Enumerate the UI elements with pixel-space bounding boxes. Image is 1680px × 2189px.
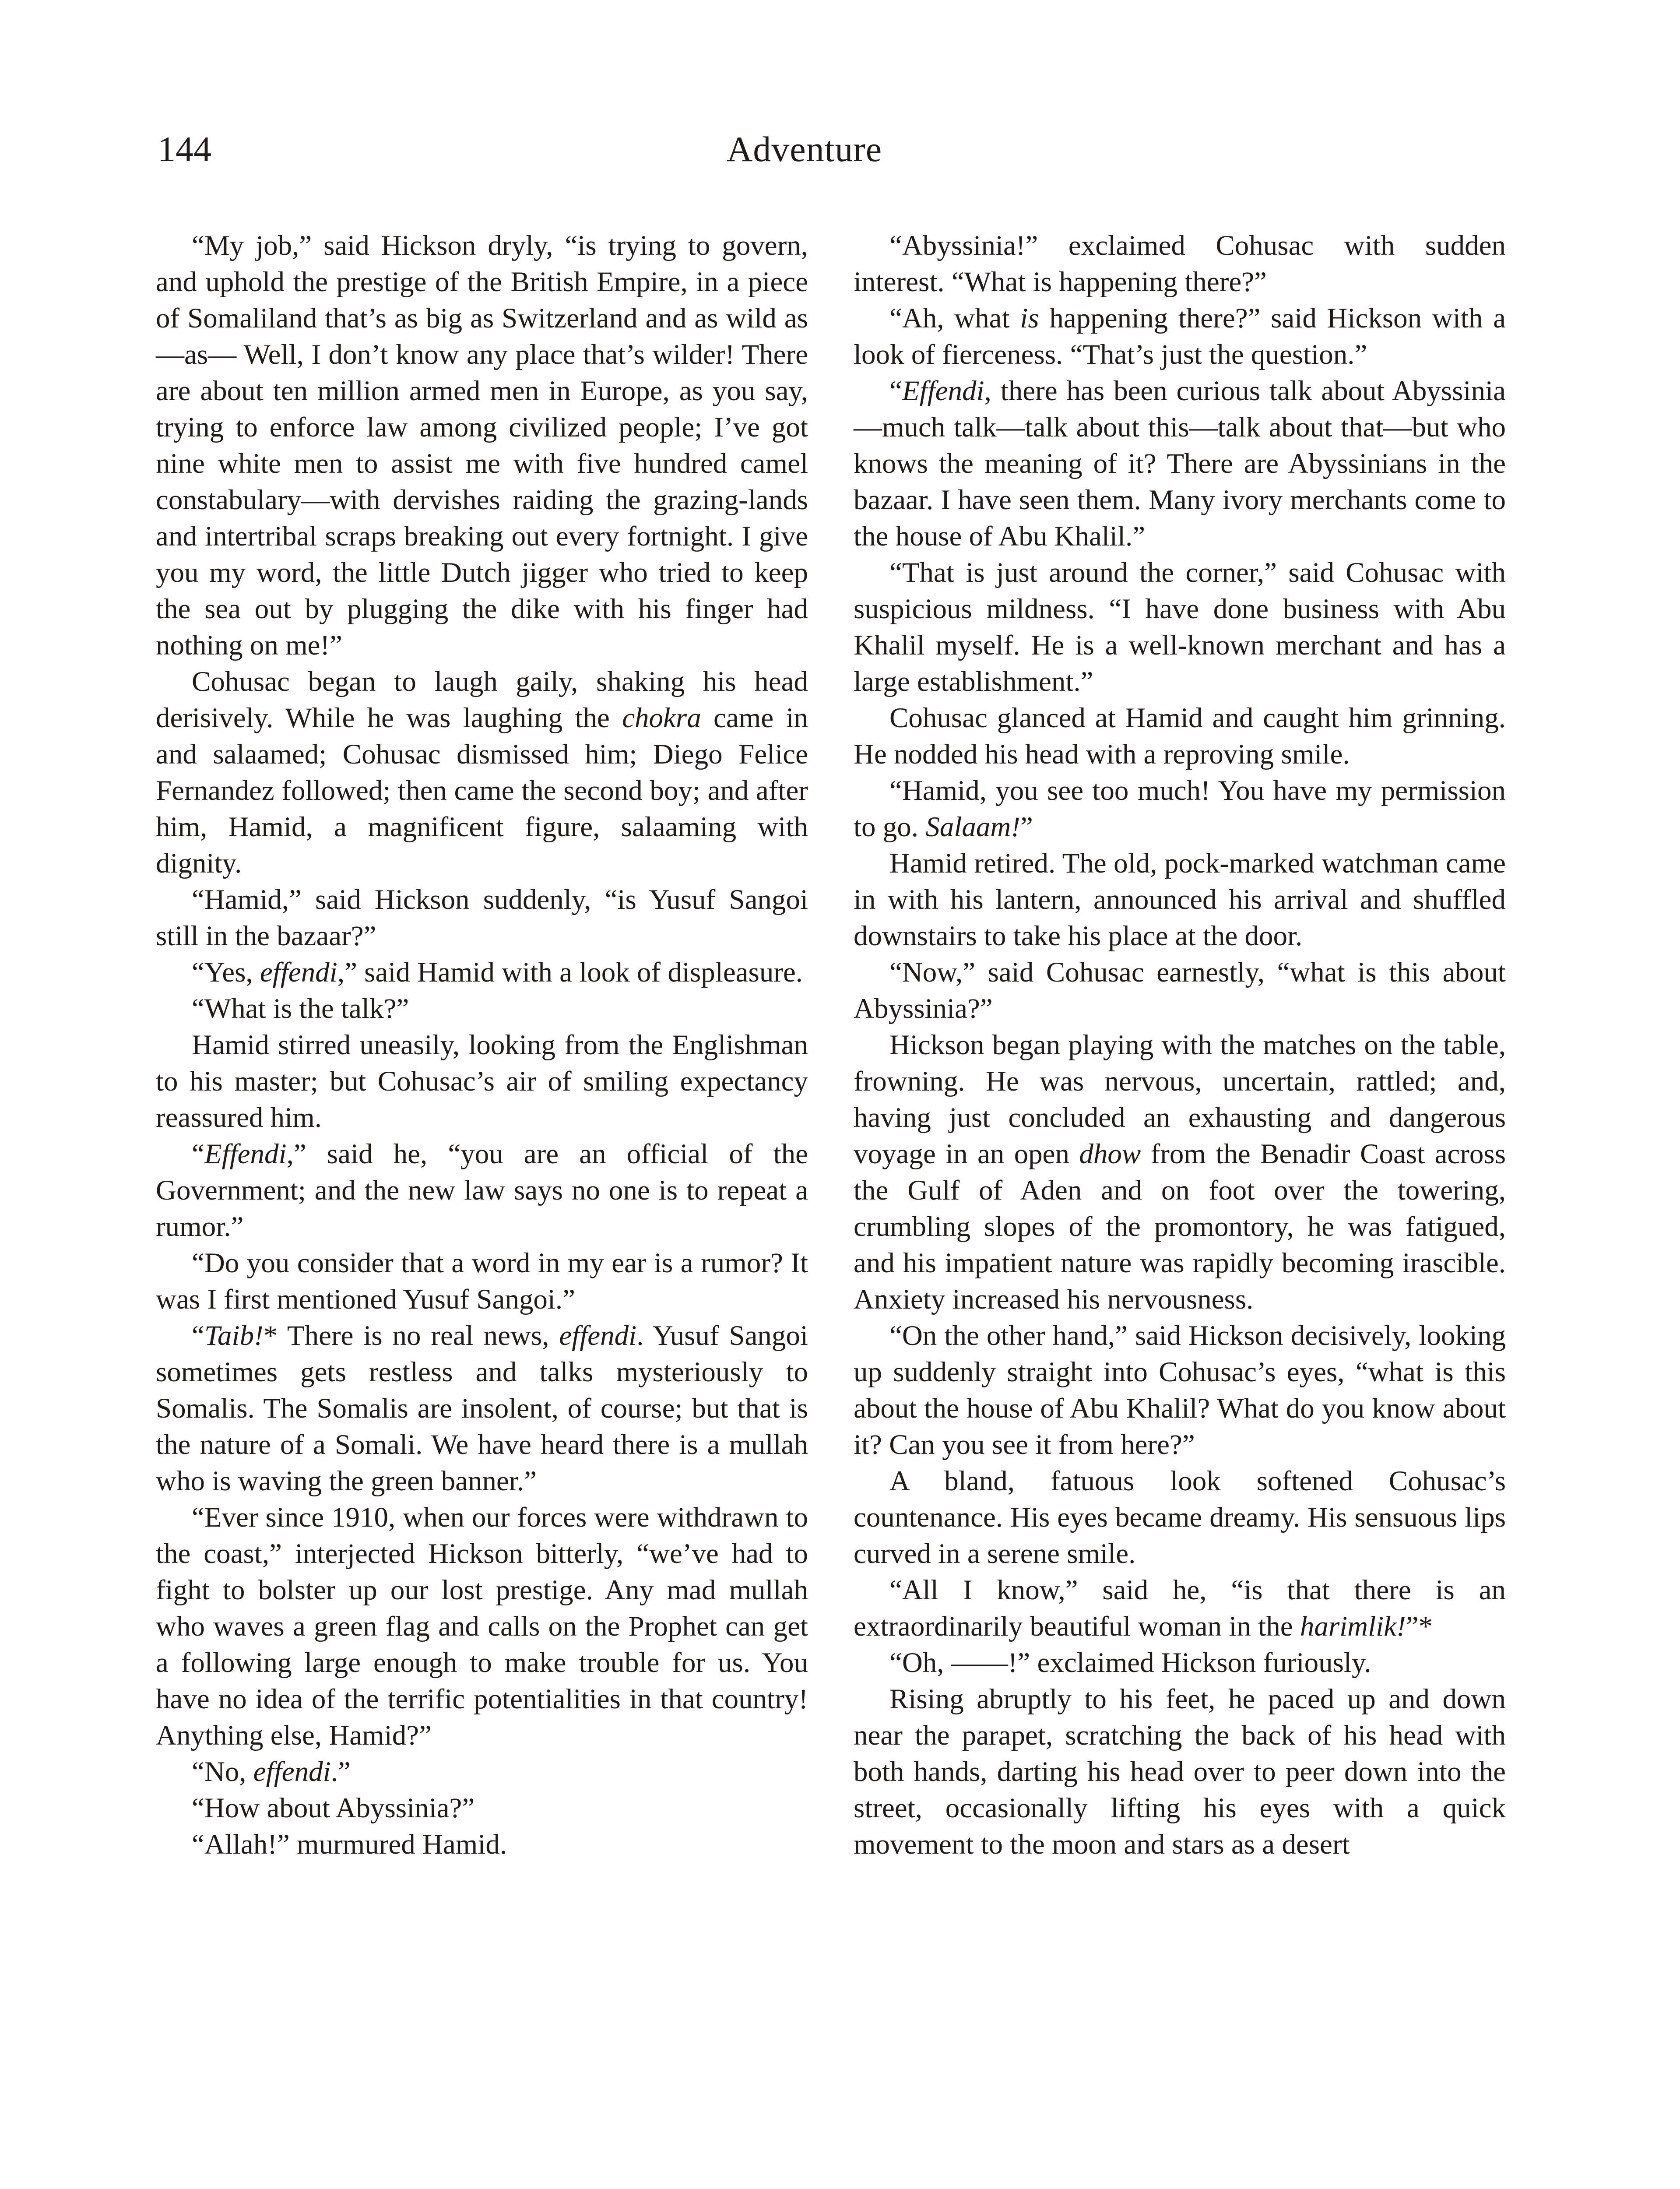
paragraph: Hamid retired. The old, pock-marked watchman came in with his lantern, announced his arrival and shuffled downstairs to take his place at the door. [854, 848, 1506, 952]
paragraph: “Taib!* There is no real news, effendi. Yusuf Sangoi sometimes gets restless and talks mysteriously to Somalis. The Somalis are insolent, of course; but that is the nature of a Somali. We have heard there is a mullah who is waving the green banner.” [156, 1320, 808, 1497]
paragraph: “All I know,” said he, “is that there is an extraordinarily beautiful woman in the harimlik!”* [854, 1574, 1506, 1642]
paragraph: “Oh, ——!” exclaimed Hickson furiously. [889, 1647, 1371, 1679]
paragraph: “No, effendi.” [192, 1756, 351, 1788]
paragraph: “Hamid,” said Hickson suddenly, “is Yusuf Sangoi still in the bazaar?” [156, 884, 808, 952]
left-column [156, 228, 808, 1863]
running-head: Adventure [727, 129, 882, 169]
paragraph: Hamid stirred uneasily, looking from the Englishman to his master; but Cohusac’s air of smiling expectancy reassured him. [156, 1029, 808, 1133]
paragraph: “What is the talk?” [192, 993, 409, 1024]
right-column [854, 228, 1506, 1863]
paragraph: Hickson began playing with the matches on the table, frowning. He was nervous, uncertain, rattled; and, having just concluded an exhausting and dangerous voyage in an open dhow from the Benadir Coast across the Gulf of Aden and on foot over the towering, crumbling slopes of the promontory, he was fatigued, and his impatient nature was rapidly becoming irascible. Anxiety increased his nervousness. [854, 1029, 1506, 1315]
paragraph: “Now,” said Cohusac earnestly, “what is this about Abyssinia?” [854, 957, 1506, 1024]
page-number: 144 [158, 129, 211, 169]
paragraph: “That is just around the corner,” said Cohusac with suspicious mildness. “I have done business with Abu Khalil myself. He is a well-known merchant and has a large establishment.” [854, 557, 1506, 697]
paragraph: “Abyssinia!” exclaimed Cohusac with sudden interest. “What is happening there?” [854, 230, 1506, 298]
paragraph: Rising abruptly to his feet, he paced up and down near the parapet, scratching the back of his head with both hands, darting his head over to peer down into the street, occasionally lifting his eyes with a quick movement to the moon and stars as a desert [854, 1683, 1506, 1860]
paragraph: “Allah!” murmured Hamid. [192, 1829, 507, 1860]
paragraph: “Effendi,” said he, “you are an official of the Government; and the new law says no one is to repeat a rumor.” [156, 1138, 808, 1242]
paragraph: “How about Abyssinia?” [192, 1792, 475, 1824]
paragraph: “Hamid, you see too much! You have my permission to go. Salaam!” [854, 775, 1506, 843]
paragraph: “My job,” said Hickson dryly, “is trying to govern, and uphold the prestige of the British Empire, in a piece of Somaliland that’s as big as Switzerland and as wild as —as— Well, I don’t know any place that’s wilder! There are about ten million armed men in Europe, as you say, trying to enforce law among civilized people; I’ve got nine white men to assist me with five hundred camel constabulary—with dervishes raiding the grazing-lands and intertribal scraps breaking out every fortnight. I give you my word, the little Dutch jigger who tried to keep the sea out by plugging the dike with his finger had nothing on me!” [156, 230, 808, 661]
paragraph: “Ah, what is happening there?” said Hickson with a look of fierceness. “That’s just the question.” [854, 303, 1506, 370]
paragraph: “Ever since 1910, when our forces were withdrawn to the coast,” interjected Hickson bitterly, “we’ve had to fight to bolster up our lost prestige. Any mad mullah who waves a green flag and calls on the Prophet can get a following large enough to make trouble for us. You have no idea of the terrific potentialities in that country! Anything else, Hamid?” [156, 1502, 808, 1751]
paragraph: A bland, fatuous look softened Cohusac’s countenance. His eyes became dreamy. His sensuous lips curved in a serene smile. [854, 1465, 1506, 1570]
paragraph: “Yes, effendi,” said Hamid with a look of displeasure. [192, 957, 803, 988]
paragraph: “Do you consider that a word in my ear is a rumor? It was I first mentioned Yusuf Sangoi.” [156, 1247, 808, 1315]
paragraph: Cohusac began to laugh gaily, shaking his head derisively. While he was laughing the chokra came in and salaamed; Cohusac dismissed him; Diego Felice Fernandez followed; then came the second boy; and after him, Hamid, a magnificent figure, salaaming with dignity. [156, 666, 808, 879]
paragraph: “Effendi, there has been curious talk about Abyssinia—much talk—talk about this—talk about that—but who knows the meaning of it? There are Abyssinians in the bazaar. I have seen them. Many ivory merchants come to the house of Abu Khalil.” [854, 375, 1506, 552]
paragraph: Cohusac glanced at Hamid and caught him grinning. He nodded his head with a reproving smile. [854, 702, 1506, 770]
paragraph: “On the other hand,” said Hickson decisively, looking up suddenly straight into Cohusac’s eyes, “what is this about the house of Abu Khalil? What do you know about it? Can you see it from here?” [854, 1320, 1506, 1461]
